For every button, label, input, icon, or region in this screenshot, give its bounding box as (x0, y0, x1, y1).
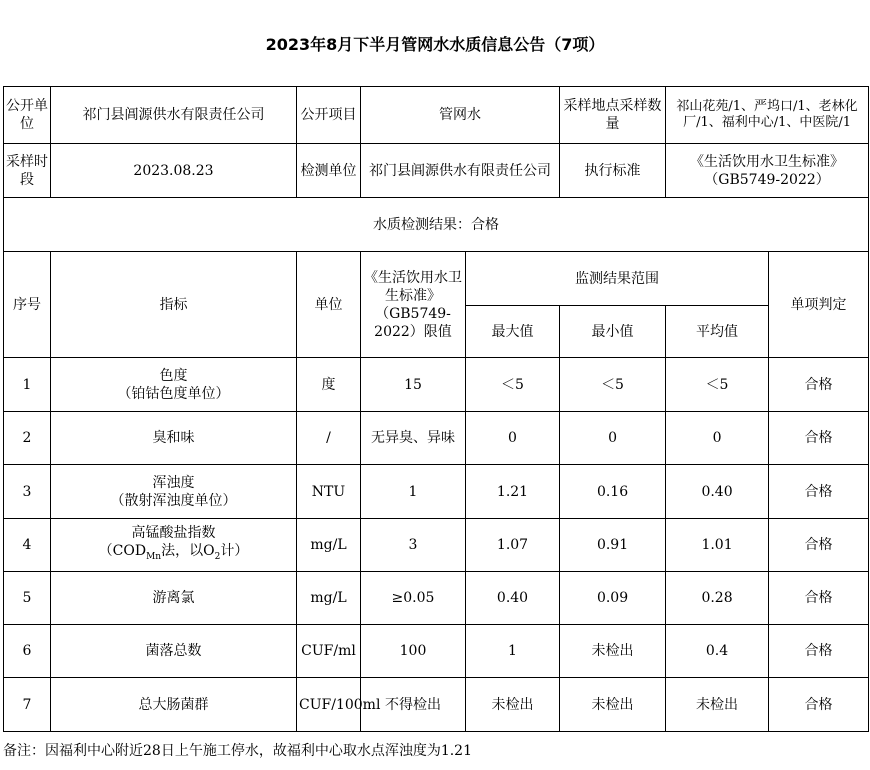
row-limit: 无异臭、异味 (361, 412, 466, 465)
row-max: 未检出 (466, 678, 560, 732)
row-index-sub: （铂钴色度单位） (117, 385, 230, 402)
row-judge: 合格 (769, 625, 869, 678)
table-row (4, 358, 869, 412)
result-banner: 水质检测结果：合格 (4, 198, 869, 252)
header-limit-code: （GB5749-2022）限值 (374, 305, 452, 340)
public-item-label: 公开项目 (297, 87, 361, 144)
table-row (4, 412, 869, 465)
row-limit: 不得检出 (361, 678, 466, 732)
row-unit: 度 (297, 358, 361, 412)
row-index (51, 465, 297, 519)
row-min: ＜5 (560, 358, 666, 412)
row-limit: ≥0.05 (361, 572, 466, 625)
result-row (4, 198, 869, 252)
header-max: 最大值 (466, 306, 560, 358)
header-min: 最小值 (560, 306, 666, 358)
sampling-value: 祁山花苑/1、严坞口/1、老林化厂/1、福利中心/1、中医院/1 (666, 87, 869, 144)
row-avg: 1.01 (666, 519, 769, 572)
test-unit-value: 祁门县阊源供水有限责任公司 (361, 144, 560, 198)
row-no: 5 (4, 572, 51, 625)
row-max: 0.40 (466, 572, 560, 625)
period-label: 采样时段 (4, 144, 51, 198)
header-range: 监测结果范围 (466, 252, 769, 306)
row-index-sub: （$COD_{Mn}$法，以$O_2$计） (98, 543, 249, 562)
row-max: 0 (466, 412, 560, 465)
public-unit-value: 祁门县阊源供水有限责任公司 (51, 87, 297, 144)
header-index: 指标 (51, 252, 297, 358)
row-limit: 1 (361, 465, 466, 519)
test-unit-label: 检测单位 (297, 144, 361, 198)
header-no: 序号 (4, 252, 51, 358)
row-limit: 15 (361, 358, 466, 412)
row-index-name: 色度 (159, 367, 188, 384)
row-avg: ＜5 (666, 358, 769, 412)
row-index-name: 浑浊度 (152, 474, 195, 491)
page-title: 2023年8月下半月管网水水质信息公告（7项） (265, 34, 605, 54)
header-row-1 (4, 252, 869, 306)
water-quality-table (3, 86, 869, 732)
row-no: 2 (4, 412, 51, 465)
row-index: 总大肠菌群 (51, 678, 297, 732)
row-judge: 合格 (769, 465, 869, 519)
row-avg: 未检出 (666, 678, 769, 732)
standard-value (666, 144, 869, 198)
row-unit: mg/L (297, 519, 361, 572)
row-min: 0 (560, 412, 666, 465)
public-item-value: 管网水 (361, 87, 560, 144)
header-limit (361, 252, 466, 358)
row-index (51, 519, 297, 572)
row-no: 3 (4, 465, 51, 519)
row-min: 未检出 (560, 678, 666, 732)
row-limit: 100 (361, 625, 466, 678)
standard-value-name: 《生活饮用水卫生标准》 (690, 153, 845, 170)
footnote: 备注：因福利中心附近28日上午施工停水，故福利中心取水点浑浊度为1.21 (3, 743, 472, 759)
row-index: 臭和味 (51, 412, 297, 465)
table-row (4, 519, 869, 572)
row-index (51, 358, 297, 412)
row-unit: mg/L (297, 572, 361, 625)
row-min: 0.91 (560, 519, 666, 572)
info-row-2 (4, 144, 869, 198)
row-judge: 合格 (769, 412, 869, 465)
sampling-label: 采样地点采样数量 (560, 87, 666, 144)
info-row-1 (4, 87, 869, 144)
row-min: 未检出 (560, 625, 666, 678)
row-max: 1.21 (466, 465, 560, 519)
row-index-name: 高锰酸盐指数 (131, 525, 216, 542)
row-judge: 合格 (769, 358, 869, 412)
table-row (4, 465, 869, 519)
row-min: 0.16 (560, 465, 666, 519)
row-unit: NTU (297, 465, 361, 519)
row-no: 7 (4, 678, 51, 732)
row-judge: 合格 (769, 572, 869, 625)
row-no: 1 (4, 358, 51, 412)
row-judge: 合格 (769, 519, 869, 572)
standard-label: 执行标准 (560, 144, 666, 198)
row-max: 1 (466, 625, 560, 678)
row-min: 0.09 (560, 572, 666, 625)
row-judge: 合格 (769, 678, 869, 732)
row-no: 6 (4, 625, 51, 678)
period-value: 2023.08.23 (51, 144, 297, 198)
header-limit-name: 《生活饮用水卫生标准》 (364, 269, 462, 304)
row-index: 游离氯 (51, 572, 297, 625)
public-unit-label: 公开单位 (4, 87, 51, 144)
row-max: 1.07 (466, 519, 560, 572)
table-row (4, 572, 869, 625)
header-judge: 单项判定 (769, 252, 869, 358)
row-unit: / (297, 412, 361, 465)
row-limit: 3 (361, 519, 466, 572)
row-avg: 0.40 (666, 465, 769, 519)
row-avg: 0.4 (666, 625, 769, 678)
header-unit: 单位 (297, 252, 361, 358)
row-unit: CUF/ml (297, 625, 361, 678)
header-avg: 平均值 (666, 306, 769, 358)
table-row (4, 678, 869, 732)
row-avg: 0.28 (666, 572, 769, 625)
table-row (4, 625, 869, 678)
standard-value-code: （GB5749-2022） (704, 171, 830, 188)
row-index: 菌落总数 (51, 625, 297, 678)
row-max: ＜5 (466, 358, 560, 412)
row-avg: 0 (666, 412, 769, 465)
row-unit: CUF/100ml (297, 678, 361, 732)
row-index-sub: （散射浑浊度单位） (110, 492, 237, 509)
row-no: 4 (4, 519, 51, 572)
